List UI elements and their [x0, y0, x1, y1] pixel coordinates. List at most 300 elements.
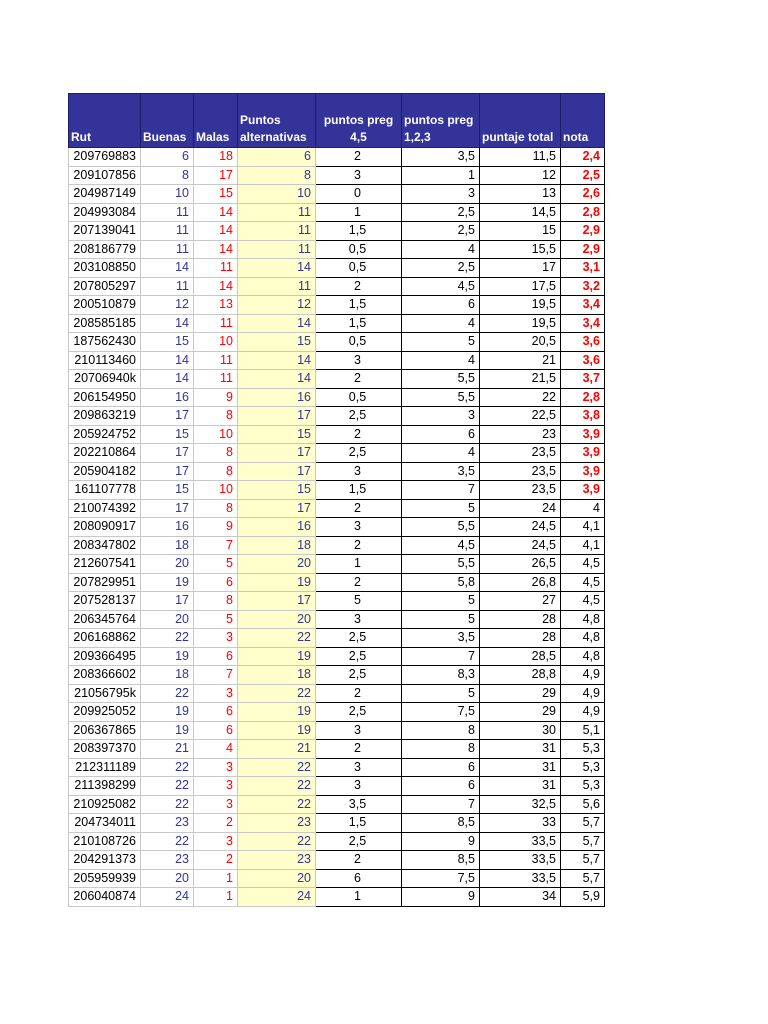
cell-rut[interactable]: 20706940k — [69, 370, 141, 389]
cell-nota[interactable]: 5,3 — [561, 740, 605, 759]
header-nota[interactable]: nota — [561, 94, 605, 148]
cell-nota[interactable]: 5,7 — [561, 814, 605, 833]
cell-puntos-preg-45[interactable]: 2 — [316, 370, 402, 389]
cell-buenas[interactable]: 11 — [141, 203, 194, 222]
cell-puntaje-total[interactable]: 24,5 — [480, 536, 561, 555]
cell-malas[interactable]: 11 — [194, 351, 238, 370]
cell-nota[interactable]: 3,2 — [561, 277, 605, 296]
cell-malas[interactable]: 18 — [194, 148, 238, 167]
cell-buenas[interactable]: 17 — [141, 444, 194, 463]
cell-malas[interactable]: 10 — [194, 481, 238, 500]
cell-puntaje-total[interactable]: 27 — [480, 592, 561, 611]
cell-rut[interactable]: 200510879 — [69, 296, 141, 315]
cell-puntos-alternativas[interactable]: 19 — [238, 721, 316, 740]
cell-nota[interactable]: 4,1 — [561, 518, 605, 537]
cell-rut[interactable]: 204291373 — [69, 851, 141, 870]
cell-puntos-preg-45[interactable]: 3 — [316, 166, 402, 185]
cell-nota[interactable]: 3,7 — [561, 370, 605, 389]
cell-buenas[interactable]: 20 — [141, 869, 194, 888]
cell-nota[interactable]: 4,1 — [561, 536, 605, 555]
cell-puntaje-total[interactable]: 28,8 — [480, 666, 561, 685]
cell-nota[interactable]: 3,1 — [561, 259, 605, 278]
cell-puntos-alternativas[interactable]: 16 — [238, 518, 316, 537]
cell-buenas[interactable]: 22 — [141, 777, 194, 796]
cell-puntos-preg-45[interactable]: 5 — [316, 592, 402, 611]
cell-nota[interactable]: 3,9 — [561, 444, 605, 463]
cell-nota[interactable]: 4,9 — [561, 684, 605, 703]
cell-puntos-preg-45[interactable]: 1 — [316, 203, 402, 222]
cell-puntos-preg-45[interactable]: 2,5 — [316, 832, 402, 851]
cell-puntaje-total[interactable]: 23,5 — [480, 481, 561, 500]
cell-puntos-preg-45[interactable]: 3 — [316, 518, 402, 537]
cell-nota[interactable]: 3,9 — [561, 425, 605, 444]
cell-buenas[interactable]: 22 — [141, 832, 194, 851]
cell-puntos-alternativas[interactable]: 15 — [238, 333, 316, 352]
cell-puntos-preg-123[interactable]: 7,5 — [402, 703, 480, 722]
cell-puntos-alternativas[interactable]: 21 — [238, 740, 316, 759]
cell-puntaje-total[interactable]: 23 — [480, 425, 561, 444]
cell-puntos-alternativas[interactable]: 19 — [238, 647, 316, 666]
cell-puntos-alternativas[interactable]: 22 — [238, 832, 316, 851]
cell-malas[interactable]: 8 — [194, 462, 238, 481]
cell-puntaje-total[interactable]: 33,5 — [480, 851, 561, 870]
cell-puntos-preg-45[interactable]: 3 — [316, 777, 402, 796]
cell-nota[interactable]: 3,4 — [561, 296, 605, 315]
cell-rut[interactable]: 209863219 — [69, 407, 141, 426]
cell-nota[interactable]: 2,8 — [561, 203, 605, 222]
cell-buenas[interactable]: 23 — [141, 814, 194, 833]
cell-malas[interactable]: 14 — [194, 203, 238, 222]
cell-puntaje-total[interactable]: 15,5 — [480, 240, 561, 259]
cell-buenas[interactable]: 16 — [141, 388, 194, 407]
cell-rut[interactable]: 206040874 — [69, 888, 141, 907]
cell-nota[interactable]: 5,3 — [561, 758, 605, 777]
cell-nota[interactable]: 3,6 — [561, 351, 605, 370]
cell-rut[interactable]: 202210864 — [69, 444, 141, 463]
cell-puntos-preg-45[interactable]: 0,5 — [316, 240, 402, 259]
cell-malas[interactable]: 6 — [194, 703, 238, 722]
cell-malas[interactable]: 10 — [194, 425, 238, 444]
cell-nota[interactable]: 2,9 — [561, 222, 605, 241]
cell-nota[interactable]: 4,9 — [561, 666, 605, 685]
cell-puntos-alternativas[interactable]: 18 — [238, 666, 316, 685]
cell-puntos-preg-45[interactable]: 3 — [316, 462, 402, 481]
cell-puntos-preg-45[interactable]: 0 — [316, 185, 402, 204]
cell-puntos-alternativas[interactable]: 14 — [238, 259, 316, 278]
cell-puntos-alternativas[interactable]: 19 — [238, 573, 316, 592]
cell-puntos-preg-45[interactable]: 1 — [316, 555, 402, 574]
cell-puntaje-total[interactable]: 13 — [480, 185, 561, 204]
cell-puntaje-total[interactable]: 28 — [480, 629, 561, 648]
cell-puntos-preg-123[interactable]: 2,5 — [402, 203, 480, 222]
cell-puntaje-total[interactable]: 24,5 — [480, 518, 561, 537]
cell-puntos-preg-45[interactable]: 2 — [316, 684, 402, 703]
cell-puntos-preg-123[interactable]: 2,5 — [402, 222, 480, 241]
cell-malas[interactable]: 10 — [194, 333, 238, 352]
cell-rut[interactable]: 204987149 — [69, 185, 141, 204]
cell-malas[interactable]: 3 — [194, 777, 238, 796]
cell-rut[interactable]: 204993084 — [69, 203, 141, 222]
cell-puntaje-total[interactable]: 23,5 — [480, 444, 561, 463]
cell-puntos-preg-123[interactable]: 4,5 — [402, 277, 480, 296]
cell-buenas[interactable]: 6 — [141, 148, 194, 167]
cell-nota[interactable]: 2,5 — [561, 166, 605, 185]
cell-rut[interactable]: 212607541 — [69, 555, 141, 574]
cell-puntaje-total[interactable]: 15 — [480, 222, 561, 241]
cell-malas[interactable]: 6 — [194, 573, 238, 592]
cell-nota[interactable]: 4,8 — [561, 629, 605, 648]
cell-puntos-preg-45[interactable]: 1,5 — [316, 481, 402, 500]
cell-buenas[interactable]: 17 — [141, 407, 194, 426]
cell-buenas[interactable]: 17 — [141, 462, 194, 481]
cell-rut[interactable]: 208347802 — [69, 536, 141, 555]
cell-puntaje-total[interactable]: 31 — [480, 777, 561, 796]
header-rut[interactable]: Rut — [69, 94, 141, 148]
cell-puntos-preg-45[interactable]: 2,5 — [316, 647, 402, 666]
cell-buenas[interactable]: 15 — [141, 425, 194, 444]
cell-puntos-preg-123[interactable]: 3,5 — [402, 148, 480, 167]
cell-puntaje-total[interactable]: 21,5 — [480, 370, 561, 389]
cell-rut[interactable]: 210074392 — [69, 499, 141, 518]
cell-puntos-preg-123[interactable]: 4,5 — [402, 536, 480, 555]
cell-puntos-alternativas[interactable]: 15 — [238, 481, 316, 500]
cell-puntos-alternativas[interactable]: 16 — [238, 388, 316, 407]
cell-puntaje-total[interactable]: 19,5 — [480, 296, 561, 315]
cell-buenas[interactable]: 14 — [141, 314, 194, 333]
cell-rut[interactable]: 212311189 — [69, 758, 141, 777]
cell-rut[interactable]: 208366602 — [69, 666, 141, 685]
cell-puntaje-total[interactable]: 28,5 — [480, 647, 561, 666]
cell-puntos-preg-123[interactable]: 5 — [402, 610, 480, 629]
header-puntos-preg-45[interactable] — [316, 94, 402, 148]
cell-puntos-preg-123[interactable]: 6 — [402, 777, 480, 796]
cell-puntos-preg-123[interactable]: 5 — [402, 684, 480, 703]
cell-puntos-preg-45[interactable]: 2,5 — [316, 666, 402, 685]
cell-puntos-preg-123[interactable]: 5,5 — [402, 555, 480, 574]
cell-puntos-preg-45[interactable]: 2 — [316, 536, 402, 555]
cell-puntos-preg-123[interactable]: 3 — [402, 407, 480, 426]
cell-rut[interactable]: 211398299 — [69, 777, 141, 796]
cell-puntos-alternativas[interactable]: 17 — [238, 407, 316, 426]
cell-buenas[interactable]: 18 — [141, 666, 194, 685]
cell-puntos-alternativas[interactable]: 8 — [238, 166, 316, 185]
cell-rut[interactable]: 208397370 — [69, 740, 141, 759]
cell-puntos-preg-123[interactable]: 8,5 — [402, 851, 480, 870]
cell-buenas[interactable]: 14 — [141, 259, 194, 278]
cell-puntos-preg-45[interactable]: 2 — [316, 425, 402, 444]
cell-malas[interactable]: 11 — [194, 259, 238, 278]
cell-malas[interactable]: 11 — [194, 314, 238, 333]
cell-puntaje-total[interactable]: 17 — [480, 259, 561, 278]
cell-rut[interactable]: 204734011 — [69, 814, 141, 833]
cell-puntos-preg-45[interactable]: 1,5 — [316, 314, 402, 333]
cell-puntos-preg-123[interactable]: 4 — [402, 240, 480, 259]
cell-rut[interactable]: 209107856 — [69, 166, 141, 185]
cell-puntos-alternativas[interactable]: 20 — [238, 869, 316, 888]
cell-buenas[interactable]: 16 — [141, 518, 194, 537]
cell-puntos-preg-123[interactable]: 5 — [402, 499, 480, 518]
cell-rut[interactable]: 208585185 — [69, 314, 141, 333]
cell-buenas[interactable]: 22 — [141, 684, 194, 703]
cell-puntos-alternativas[interactable]: 17 — [238, 444, 316, 463]
cell-malas[interactable]: 13 — [194, 296, 238, 315]
cell-malas[interactable]: 1 — [194, 888, 238, 907]
cell-rut[interactable]: 209769883 — [69, 148, 141, 167]
cell-puntos-alternativas[interactable]: 11 — [238, 222, 316, 241]
cell-puntaje-total[interactable]: 22 — [480, 388, 561, 407]
cell-puntos-alternativas[interactable]: 12 — [238, 296, 316, 315]
cell-puntos-preg-123[interactable]: 3,5 — [402, 629, 480, 648]
cell-puntos-alternativas[interactable]: 17 — [238, 499, 316, 518]
cell-rut[interactable]: 205924752 — [69, 425, 141, 444]
cell-puntos-preg-45[interactable]: 0,5 — [316, 388, 402, 407]
cell-buenas[interactable]: 20 — [141, 555, 194, 574]
cell-malas[interactable]: 14 — [194, 277, 238, 296]
cell-buenas[interactable]: 11 — [141, 277, 194, 296]
header-puntaje-total[interactable]: puntaje total — [480, 94, 561, 148]
cell-malas[interactable]: 3 — [194, 758, 238, 777]
cell-puntos-preg-123[interactable]: 6 — [402, 425, 480, 444]
cell-puntaje-total[interactable]: 19,5 — [480, 314, 561, 333]
cell-puntos-alternativas[interactable]: 10 — [238, 185, 316, 204]
cell-nota[interactable]: 3,4 — [561, 314, 605, 333]
cell-buenas[interactable]: 8 — [141, 166, 194, 185]
header-puntos-alternativas[interactable] — [238, 94, 316, 148]
cell-puntos-preg-45[interactable]: 2 — [316, 573, 402, 592]
cell-puntos-preg-45[interactable]: 1,5 — [316, 222, 402, 241]
cell-rut[interactable]: 209366495 — [69, 647, 141, 666]
cell-buenas[interactable]: 21 — [141, 740, 194, 759]
cell-puntaje-total[interactable]: 26,5 — [480, 555, 561, 574]
cell-rut[interactable]: 210108726 — [69, 832, 141, 851]
cell-rut[interactable]: 206367865 — [69, 721, 141, 740]
cell-rut[interactable]: 208186779 — [69, 240, 141, 259]
cell-puntos-alternativas[interactable]: 17 — [238, 592, 316, 611]
cell-puntaje-total[interactable]: 33 — [480, 814, 561, 833]
cell-malas[interactable]: 9 — [194, 518, 238, 537]
cell-puntos-preg-123[interactable]: 8 — [402, 721, 480, 740]
cell-buenas[interactable]: 20 — [141, 610, 194, 629]
cell-puntos-preg-123[interactable]: 5 — [402, 333, 480, 352]
cell-buenas[interactable]: 19 — [141, 573, 194, 592]
cell-buenas[interactable]: 11 — [141, 240, 194, 259]
cell-puntaje-total[interactable]: 24 — [480, 499, 561, 518]
cell-puntos-preg-123[interactable]: 4 — [402, 351, 480, 370]
cell-rut[interactable]: 206168862 — [69, 629, 141, 648]
cell-malas[interactable]: 4 — [194, 740, 238, 759]
cell-buenas[interactable]: 22 — [141, 795, 194, 814]
cell-malas[interactable]: 8 — [194, 592, 238, 611]
cell-puntos-preg-123[interactable]: 7,5 — [402, 869, 480, 888]
cell-puntaje-total[interactable]: 31 — [480, 758, 561, 777]
cell-puntaje-total[interactable]: 11,5 — [480, 148, 561, 167]
cell-puntos-preg-45[interactable]: 1 — [316, 888, 402, 907]
cell-puntos-preg-123[interactable]: 5,5 — [402, 388, 480, 407]
cell-puntos-preg-45[interactable]: 2 — [316, 148, 402, 167]
cell-puntos-preg-45[interactable]: 3 — [316, 758, 402, 777]
cell-puntaje-total[interactable]: 30 — [480, 721, 561, 740]
header-malas[interactable]: Malas — [194, 94, 238, 148]
cell-puntos-alternativas[interactable]: 11 — [238, 203, 316, 222]
cell-nota[interactable]: 4,5 — [561, 555, 605, 574]
cell-buenas[interactable]: 12 — [141, 296, 194, 315]
cell-buenas[interactable]: 11 — [141, 222, 194, 241]
cell-nota[interactable]: 3,6 — [561, 333, 605, 352]
cell-puntos-preg-123[interactable]: 5,8 — [402, 573, 480, 592]
cell-malas[interactable]: 3 — [194, 795, 238, 814]
cell-puntos-preg-123[interactable]: 6 — [402, 296, 480, 315]
cell-buenas[interactable]: 19 — [141, 721, 194, 740]
cell-buenas[interactable]: 24 — [141, 888, 194, 907]
cell-puntos-preg-45[interactable]: 6 — [316, 869, 402, 888]
cell-nota[interactable]: 2,6 — [561, 185, 605, 204]
cell-malas[interactable]: 14 — [194, 222, 238, 241]
cell-puntos-alternativas[interactable]: 11 — [238, 277, 316, 296]
cell-nota[interactable]: 3,9 — [561, 462, 605, 481]
cell-puntaje-total[interactable]: 26,8 — [480, 573, 561, 592]
cell-puntos-preg-45[interactable]: 2 — [316, 740, 402, 759]
cell-nota[interactable]: 3,8 — [561, 407, 605, 426]
cell-puntos-preg-45[interactable]: 0,5 — [316, 259, 402, 278]
cell-puntaje-total[interactable]: 14,5 — [480, 203, 561, 222]
cell-rut[interactable]: 206154950 — [69, 388, 141, 407]
cell-rut[interactable]: 209925052 — [69, 703, 141, 722]
header-buenas[interactable]: Buenas — [141, 94, 194, 148]
cell-rut[interactable]: 210113460 — [69, 351, 141, 370]
cell-rut[interactable]: 187562430 — [69, 333, 141, 352]
cell-puntos-preg-45[interactable]: 0,5 — [316, 333, 402, 352]
cell-puntos-alternativas[interactable]: 22 — [238, 795, 316, 814]
cell-malas[interactable]: 17 — [194, 166, 238, 185]
cell-malas[interactable]: 6 — [194, 721, 238, 740]
cell-puntos-alternativas[interactable]: 22 — [238, 684, 316, 703]
cell-nota[interactable]: 5,7 — [561, 869, 605, 888]
cell-puntos-preg-45[interactable]: 2 — [316, 499, 402, 518]
cell-malas[interactable]: 8 — [194, 407, 238, 426]
cell-puntos-preg-123[interactable]: 9 — [402, 832, 480, 851]
cell-nota[interactable]: 4,9 — [561, 703, 605, 722]
cell-puntos-alternativas[interactable]: 22 — [238, 758, 316, 777]
cell-nota[interactable]: 4,5 — [561, 592, 605, 611]
cell-puntos-preg-123[interactable]: 7 — [402, 795, 480, 814]
cell-puntaje-total[interactable]: 33,5 — [480, 832, 561, 851]
cell-puntos-preg-123[interactable]: 5,5 — [402, 370, 480, 389]
cell-puntos-preg-123[interactable]: 3 — [402, 185, 480, 204]
cell-malas[interactable]: 2 — [194, 814, 238, 833]
cell-puntos-preg-45[interactable]: 3,5 — [316, 795, 402, 814]
cell-puntos-alternativas[interactable]: 6 — [238, 148, 316, 167]
cell-nota[interactable]: 4,8 — [561, 610, 605, 629]
cell-puntos-alternativas[interactable]: 20 — [238, 555, 316, 574]
cell-puntaje-total[interactable]: 29 — [480, 703, 561, 722]
cell-puntos-preg-45[interactable]: 2,5 — [316, 629, 402, 648]
cell-buenas[interactable]: 14 — [141, 351, 194, 370]
cell-puntaje-total[interactable]: 23,5 — [480, 462, 561, 481]
cell-puntos-preg-123[interactable]: 7 — [402, 647, 480, 666]
cell-nota[interactable]: 4,8 — [561, 647, 605, 666]
cell-puntaje-total[interactable]: 32,5 — [480, 795, 561, 814]
cell-puntos-preg-123[interactable]: 1 — [402, 166, 480, 185]
cell-puntos-alternativas[interactable]: 18 — [238, 536, 316, 555]
cell-puntaje-total[interactable]: 12 — [480, 166, 561, 185]
cell-buenas[interactable]: 22 — [141, 758, 194, 777]
cell-puntos-preg-45[interactable]: 1,5 — [316, 296, 402, 315]
cell-puntos-preg-45[interactable]: 2,5 — [316, 407, 402, 426]
cell-rut[interactable]: 207829951 — [69, 573, 141, 592]
cell-malas[interactable]: 1 — [194, 869, 238, 888]
cell-puntos-preg-123[interactable]: 8,5 — [402, 814, 480, 833]
cell-puntaje-total[interactable]: 28 — [480, 610, 561, 629]
cell-puntos-preg-123[interactable]: 5 — [402, 592, 480, 611]
cell-puntos-preg-123[interactable]: 6 — [402, 758, 480, 777]
cell-malas[interactable]: 7 — [194, 666, 238, 685]
cell-puntaje-total[interactable]: 17,5 — [480, 277, 561, 296]
cell-puntaje-total[interactable]: 21 — [480, 351, 561, 370]
cell-puntos-alternativas[interactable]: 14 — [238, 370, 316, 389]
cell-puntos-alternativas[interactable]: 20 — [238, 610, 316, 629]
cell-nota[interactable]: 2,8 — [561, 388, 605, 407]
cell-buenas[interactable]: 15 — [141, 481, 194, 500]
cell-puntos-preg-123[interactable]: 4 — [402, 314, 480, 333]
cell-puntos-alternativas[interactable]: 15 — [238, 425, 316, 444]
cell-nota[interactable]: 5,3 — [561, 777, 605, 796]
cell-puntos-preg-45[interactable]: 1,5 — [316, 814, 402, 833]
cell-malas[interactable]: 11 — [194, 370, 238, 389]
cell-puntaje-total[interactable]: 31 — [480, 740, 561, 759]
cell-malas[interactable]: 7 — [194, 536, 238, 555]
cell-puntos-preg-45[interactable]: 2,5 — [316, 703, 402, 722]
cell-puntos-preg-123[interactable]: 3,5 — [402, 462, 480, 481]
cell-nota[interactable]: 2,4 — [561, 148, 605, 167]
cell-puntos-alternativas[interactable]: 14 — [238, 351, 316, 370]
cell-puntos-preg-45[interactable]: 2 — [316, 851, 402, 870]
cell-puntos-alternativas[interactable]: 24 — [238, 888, 316, 907]
cell-rut[interactable]: 207805297 — [69, 277, 141, 296]
cell-rut[interactable]: 207139041 — [69, 222, 141, 241]
cell-malas[interactable]: 2 — [194, 851, 238, 870]
cell-puntos-alternativas[interactable]: 14 — [238, 314, 316, 333]
cell-nota[interactable]: 3,9 — [561, 481, 605, 500]
cell-malas[interactable]: 8 — [194, 499, 238, 518]
cell-rut[interactable]: 210925082 — [69, 795, 141, 814]
cell-buenas[interactable]: 17 — [141, 592, 194, 611]
cell-rut[interactable]: 205904182 — [69, 462, 141, 481]
cell-nota[interactable]: 5,9 — [561, 888, 605, 907]
cell-rut[interactable]: 203108850 — [69, 259, 141, 278]
cell-buenas[interactable]: 19 — [141, 647, 194, 666]
cell-nota[interactable]: 4,5 — [561, 573, 605, 592]
cell-rut[interactable]: 21056795k — [69, 684, 141, 703]
cell-malas[interactable]: 8 — [194, 444, 238, 463]
cell-malas[interactable]: 5 — [194, 555, 238, 574]
cell-puntos-preg-123[interactable]: 8,3 — [402, 666, 480, 685]
cell-nota[interactable]: 2,9 — [561, 240, 605, 259]
cell-puntos-alternativas[interactable]: 11 — [238, 240, 316, 259]
cell-malas[interactable]: 3 — [194, 832, 238, 851]
cell-puntos-alternativas[interactable]: 23 — [238, 814, 316, 833]
cell-malas[interactable]: 3 — [194, 684, 238, 703]
cell-puntos-alternativas[interactable]: 19 — [238, 703, 316, 722]
cell-puntos-alternativas[interactable]: 23 — [238, 851, 316, 870]
cell-puntaje-total[interactable]: 20,5 — [480, 333, 561, 352]
cell-malas[interactable]: 14 — [194, 240, 238, 259]
cell-puntaje-total[interactable]: 33,5 — [480, 869, 561, 888]
cell-malas[interactable]: 6 — [194, 647, 238, 666]
cell-puntos-preg-123[interactable]: 7 — [402, 481, 480, 500]
cell-puntos-alternativas[interactable]: 17 — [238, 462, 316, 481]
cell-malas[interactable]: 5 — [194, 610, 238, 629]
cell-rut[interactable]: 206345764 — [69, 610, 141, 629]
